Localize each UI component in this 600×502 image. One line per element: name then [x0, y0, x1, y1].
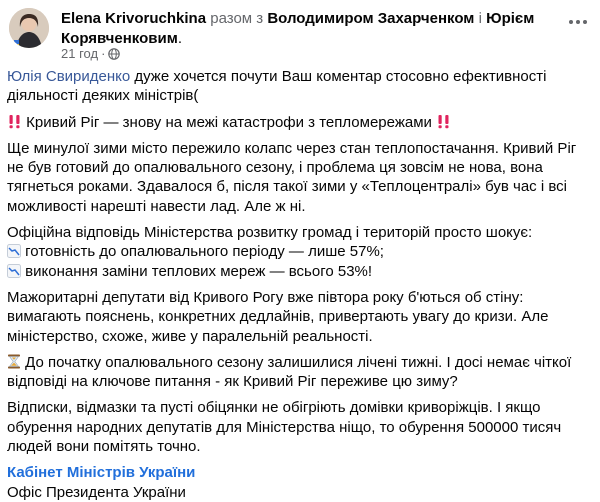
- meta-separator: ·: [101, 46, 106, 61]
- double-exclamation-icon: [436, 114, 451, 129]
- bullet-text: виконання заміни теплових мереж — всього 53%!: [21, 262, 373, 280]
- bullet-text: готовність до опалювального періоду — лише 57%;: [21, 243, 384, 261]
- post-header: [0, 0, 600, 62]
- more-options-button[interactable]: [564, 8, 592, 36]
- post-body: [7, 67, 593, 502]
- chart-decreasing-icon: [7, 244, 21, 258]
- paragraph-1: Ще минулої зими місто пережило колапс через стан теплопостачання. Кривий Ріг не був готовий до опалювального сезону, і проблема ця зовсім не нова, вона тягнеться роками. Здавалося б, після такої зими у «Теплоцентралі» був час і всі можливості нарешті навести лад. Але ж ні.: [7, 139, 577, 215]
- and-word: і: [478, 10, 482, 27]
- alert-line: [7, 113, 593, 132]
- tagged-person-2[interactable]: Юрієм Корявченковим: [61, 10, 535, 47]
- intro-paragraph: [7, 67, 593, 106]
- more-dots-icon: [568, 19, 588, 25]
- header-end-punct: .: [177, 30, 182, 47]
- alert-text: Кривий Ріг — знову на межі катастрофи з тепломережами: [22, 113, 437, 131]
- with-word: разом з: [210, 10, 264, 27]
- post-meta: [61, 46, 120, 62]
- paragraph-4: [7, 353, 593, 392]
- bullet-line: [7, 242, 593, 261]
- double-exclamation-icon: [7, 114, 22, 129]
- post-header-text: [61, 9, 541, 49]
- mention-link[interactable]: Юлія Свириденко: [7, 68, 131, 85]
- last-line: Офіс Президента України: [7, 483, 186, 501]
- bullet-line: [7, 262, 593, 281]
- paragraph-3: Мажоритарні депутати від Кривого Рогу вже півтора року б'ються об стіну: вимагають пояснень, конкретних дедлайнів, привертають увагу до кризи. Але міністерство, схоже, живе у паралельній реальності.: [7, 288, 549, 345]
- author-avatar[interactable]: [9, 8, 49, 48]
- paragraph-4-text: До початку опалювального сезону залишилися лічені тижні. І досі немає чіткої відповіді на ключове питання - як Кривий Ріг переживе цю зиму?: [7, 353, 572, 391]
- tag-link[interactable]: Кабінет Міністрів України: [7, 464, 196, 482]
- intro-text: дуже хочется почути Ваш коментар стосовно ефективності діяльності деяких міністрів(: [7, 68, 547, 105]
- paragraph-2-intro: Офіційна відповідь Міністерства розвитку громад і територій просто шокує:: [7, 224, 533, 242]
- hourglass-icon: [7, 354, 21, 369]
- globe-icon[interactable]: [108, 48, 120, 60]
- post-time[interactable]: 21 год: [61, 46, 99, 61]
- author-name[interactable]: Elena Krivoruchkina: [61, 10, 207, 27]
- paragraph-5: Відписки, відмазки та пусті обіцянки не обігріють домівки криворіжців. І якщо обурення народних депутатів для Міністерства ніщо, то обурення 500000 тисяч людей вони помітять точно.: [7, 399, 562, 456]
- chart-decreasing-icon: [7, 264, 21, 278]
- avatar-photo: [9, 8, 49, 48]
- tagged-person-1[interactable]: Володимиром Захарченком: [267, 10, 475, 27]
